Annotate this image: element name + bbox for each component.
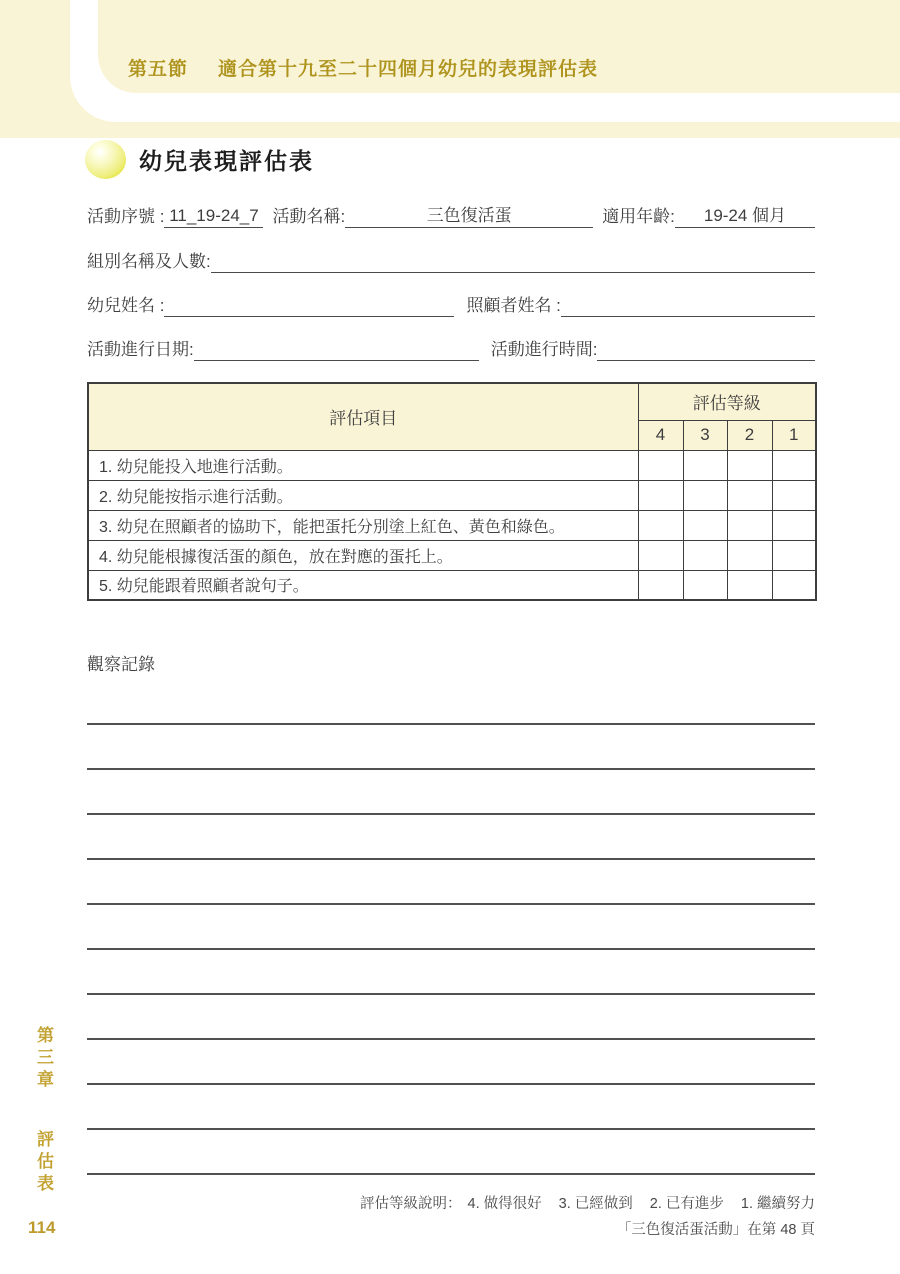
- legend-item: 4. 做得很好: [467, 1196, 542, 1212]
- score-cell[interactable]: [772, 450, 816, 480]
- observation-line[interactable]: [87, 768, 815, 770]
- form-row-names: [87, 291, 815, 317]
- observation-line[interactable]: [87, 993, 815, 995]
- egg-ball-icon: [85, 140, 126, 179]
- score-cell[interactable]: [638, 450, 683, 480]
- observation-line[interactable]: [87, 1038, 815, 1040]
- form-row-datetime: [87, 335, 815, 361]
- observation-line[interactable]: [87, 813, 815, 815]
- child-name-field[interactable]: [164, 316, 454, 317]
- item-text: 5. 幼兒能跟着照顧者說句子。: [88, 570, 638, 600]
- caregiver-field[interactable]: [561, 316, 815, 317]
- grade-column-header: 評估等級: [638, 383, 816, 420]
- observation-line[interactable]: [87, 1173, 815, 1175]
- score-cell[interactable]: [772, 480, 816, 510]
- assessment-table: [87, 382, 817, 601]
- observation-label: 觀察記錄: [87, 655, 155, 674]
- legend-item: 3. 已經做到: [558, 1196, 633, 1212]
- header-panel: [98, 0, 900, 93]
- caregiver-label: 照顧者姓名 :: [466, 296, 561, 315]
- child-name-label: 幼兒姓名 :: [87, 296, 165, 315]
- item-text: 2. 幼兒能按指示進行活動。: [88, 480, 638, 510]
- item-text: 3. 幼兒在照顧者的協助下，能把蛋托分別塗上紅色、黃色和綠色。: [88, 510, 638, 540]
- observation-line[interactable]: [87, 948, 815, 950]
- score-cell[interactable]: [638, 510, 683, 540]
- grade-header-1: 1: [772, 420, 816, 450]
- page-title: 幼兒表現評估表: [139, 148, 314, 174]
- group-label: 組別名稱及人數:: [87, 252, 211, 271]
- chapter-part1: 第三章: [34, 1026, 53, 1092]
- activity-name-field[interactable]: 三色復活蛋: [345, 205, 593, 228]
- score-cell[interactable]: [683, 450, 727, 480]
- form-row-group: [87, 247, 815, 273]
- score-cell[interactable]: [727, 510, 772, 540]
- items-column-header: 評估項目: [88, 383, 638, 450]
- age-label: 適用年齡:: [602, 207, 675, 226]
- activity-no-field[interactable]: 11_19-24_7: [164, 205, 263, 228]
- observation-line[interactable]: [87, 723, 815, 725]
- table-row: [88, 450, 816, 480]
- score-cell[interactable]: [683, 510, 727, 540]
- score-cell[interactable]: [683, 540, 727, 570]
- activity-no-label: 活動序號 :: [87, 207, 165, 226]
- grade-header-3: 3: [683, 420, 727, 450]
- grade-header-2: 2: [727, 420, 772, 450]
- form-row-activity: [87, 202, 815, 228]
- table-row: [88, 570, 816, 600]
- legend-item: 2. 已有進步: [649, 1196, 724, 1212]
- grade-header-4: 4: [638, 420, 683, 450]
- page-title-row: [85, 140, 314, 179]
- score-cell[interactable]: [727, 480, 772, 510]
- score-cell[interactable]: [772, 570, 816, 600]
- legend-label: 評估等級說明：: [360, 1196, 462, 1212]
- observation-line[interactable]: [87, 858, 815, 860]
- table-row: [88, 510, 816, 540]
- score-cell[interactable]: [638, 480, 683, 510]
- item-text: 1. 幼兒能投入地進行活動。: [88, 450, 638, 480]
- time-label: 活動進行時間:: [490, 340, 598, 359]
- date-field[interactable]: [194, 360, 479, 361]
- observation-line[interactable]: [87, 1128, 815, 1130]
- score-cell[interactable]: [772, 540, 816, 570]
- section-title: 適合第十九至二十四個月幼兒的表現評估表: [218, 59, 599, 80]
- chapter-part2: 評估表: [34, 1130, 53, 1196]
- section-label: 第五節: [128, 59, 189, 80]
- page-number: 114: [28, 1218, 56, 1237]
- legend-item: 1. 繼續努力: [740, 1196, 815, 1212]
- activity-name-label: 活動名稱:: [272, 207, 346, 226]
- score-cell[interactable]: [683, 480, 727, 510]
- score-cell[interactable]: [772, 510, 816, 540]
- score-cell[interactable]: [638, 570, 683, 600]
- group-field[interactable]: [211, 272, 815, 273]
- item-text: 4. 幼兒能根據復活蛋的顏色，放在對應的蛋托上。: [88, 540, 638, 570]
- score-cell[interactable]: [727, 570, 772, 600]
- table-row: [88, 480, 816, 510]
- score-cell[interactable]: [638, 540, 683, 570]
- score-cell[interactable]: [683, 570, 727, 600]
- observation-line[interactable]: [87, 903, 815, 905]
- table-row: [88, 540, 816, 570]
- grade-legend: [360, 1192, 815, 1213]
- observation-line[interactable]: [87, 1083, 815, 1085]
- score-cell[interactable]: [727, 450, 772, 480]
- age-field[interactable]: 19-24 個月: [675, 205, 815, 228]
- activity-reference: 「三色復活蛋活動」在第 48 頁: [616, 1222, 815, 1238]
- time-field[interactable]: [597, 360, 815, 361]
- score-cell[interactable]: [727, 540, 772, 570]
- date-label: 活動進行日期:: [87, 340, 194, 359]
- chapter-vertical-label: [31, 1026, 56, 1196]
